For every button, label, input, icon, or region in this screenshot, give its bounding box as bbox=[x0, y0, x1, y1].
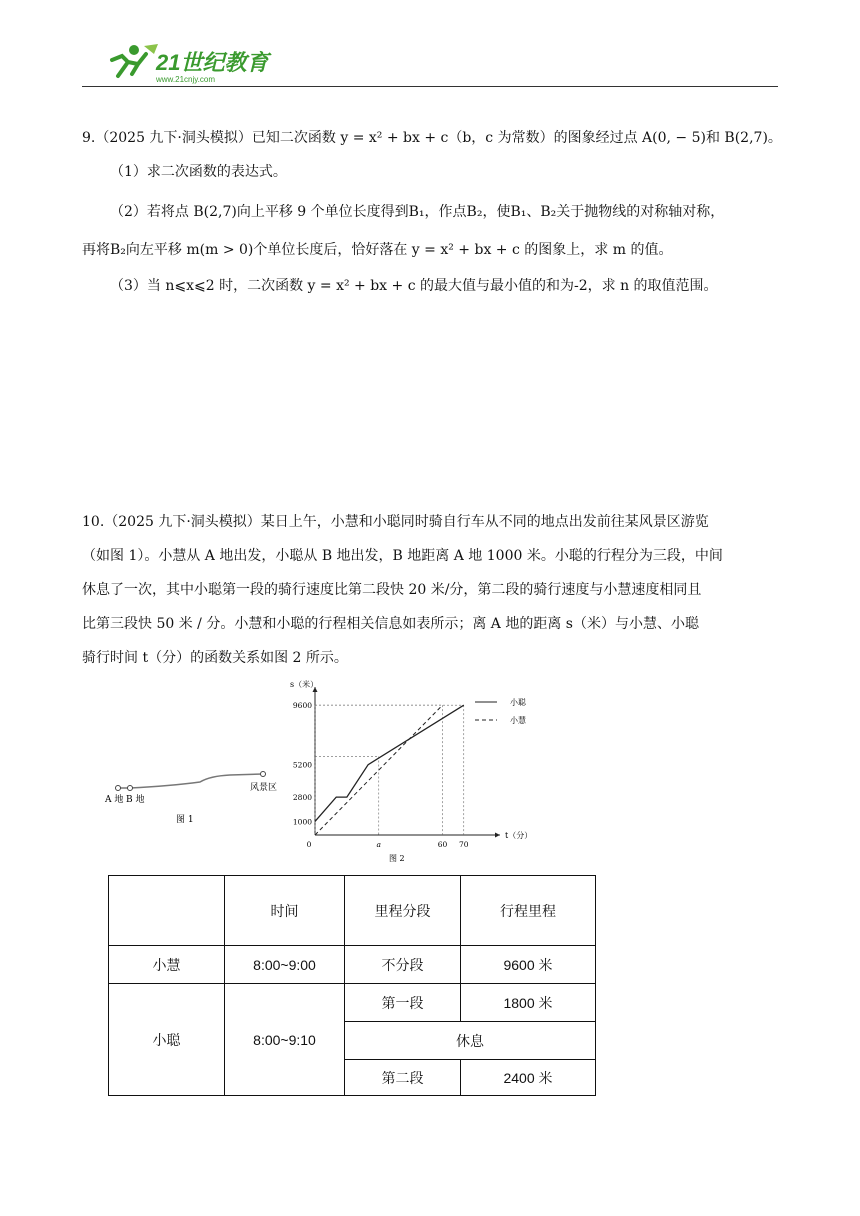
xiaohui-time: 8:00~9:00 bbox=[225, 946, 345, 984]
y-tick-5200: 5200 bbox=[292, 760, 312, 770]
legend-label-0: 小聪 bbox=[510, 698, 526, 707]
q10-line3: 休息了一次，其中小聪第一段的骑行速度比第二段快 20 米/分，第二段的骑行速度与小慧速度相同且 bbox=[82, 582, 702, 598]
label-a: A 地 bbox=[105, 795, 124, 805]
q10-line1: 10.（2025 九下·洞头模拟）某日上午，小慧和小聪同时骑自行车从不同的地点出发前往某风景区游览 bbox=[82, 514, 709, 530]
logo-url: www.21cnjy.com bbox=[156, 75, 215, 84]
label-b: B 地 bbox=[126, 795, 145, 805]
xiaohui-distance: 9600 米 bbox=[461, 946, 596, 984]
y-tick-9600: 9600 bbox=[292, 701, 312, 711]
header-divider bbox=[82, 86, 778, 87]
table-header-distance: 行程里程 bbox=[461, 876, 596, 946]
figure-2-chart bbox=[285, 675, 545, 865]
x-axis-arrow bbox=[495, 833, 500, 838]
xiaocong-time: 8:00~9:10 bbox=[225, 984, 345, 1096]
q10-line2: （如图 1）。小慧从 A 地出发，小聪从 B 地出发，B 地距离 A 地 1000 米。小聪的行程分为三段，中间 bbox=[82, 548, 723, 564]
q10-line4: 比第三段快 50 米 / 分。小慧和小聪的行程相关信息如表所示；离 A 地的距离 s（米）与小慧、小聪 bbox=[82, 616, 699, 632]
site-logo bbox=[104, 40, 284, 86]
q9-lead: 9.（2025 九下·洞头模拟）已知二次函数 y = x² + bx + c（b，c 为常数）的图象经过点 A(0, − 5)和 B(2,7)。 bbox=[82, 130, 782, 146]
series-xiaocong-line bbox=[315, 705, 464, 821]
point-dest bbox=[261, 772, 266, 777]
x-tick-0: 0 bbox=[306, 840, 312, 849]
x-axis-label: t（分） bbox=[505, 831, 533, 840]
figure-1-caption: 图 1 bbox=[176, 815, 194, 825]
figure-1-route bbox=[100, 760, 280, 830]
table-row-xiaohui bbox=[109, 946, 596, 984]
point-a bbox=[116, 786, 121, 791]
legend-label-1: 小慧 bbox=[510, 716, 526, 725]
table-header-segment: 里程分段 bbox=[345, 876, 461, 946]
y-tick-2800: 2800 bbox=[292, 793, 312, 803]
label-dest: 风景区 bbox=[250, 783, 278, 793]
q9-part2-line1: （2）若将点 B(2,7)向上平移 9 个单位长度得到B₁，作点B₂，使B₁、B₂关于抛物线的对称轴对称， bbox=[110, 204, 725, 220]
xiaocong-seg2: 第二段 bbox=[345, 1060, 461, 1096]
point-b bbox=[128, 786, 133, 791]
route-line bbox=[118, 774, 263, 788]
table-header-row bbox=[109, 876, 596, 946]
runner-icon bbox=[112, 44, 158, 76]
xiaocong-name: 小聪 bbox=[109, 984, 225, 1096]
logo-text: 21世纪教育 bbox=[156, 50, 269, 75]
x-tick-a: a bbox=[376, 840, 381, 849]
xiaocong-dist2: 2400 米 bbox=[461, 1060, 596, 1096]
xiaohui-segment: 不分段 bbox=[345, 946, 461, 984]
table-row-xiaocong-1 bbox=[109, 984, 596, 1022]
q9-part3: （3）当 n⩽x⩽2 时，二次函数 y = x² + bx + c 的最大值与最小值的和为-2，求 n 的取值范围。 bbox=[110, 278, 718, 294]
xiaocong-rest: 休息 bbox=[345, 1022, 596, 1060]
table-header-blank bbox=[109, 876, 225, 946]
y-tick-1000: 1000 bbox=[292, 817, 312, 827]
xiaohui-name: 小慧 bbox=[109, 946, 225, 984]
q10-line5: 骑行时间 t（分）的函数关系如图 2 所示。 bbox=[82, 650, 348, 666]
q9-part1: （1）求二次函数的表达式。 bbox=[110, 164, 287, 180]
xiaocong-dist1: 1800 米 bbox=[461, 984, 596, 1022]
xiaocong-seg1: 第一段 bbox=[345, 984, 461, 1022]
x-tick-60: 60 bbox=[437, 840, 448, 849]
x-tick-70: 70 bbox=[458, 840, 469, 849]
itinerary-table bbox=[108, 875, 596, 1096]
figure-2-caption: 图 2 bbox=[389, 854, 405, 863]
table-header-time: 时间 bbox=[225, 876, 345, 946]
y-axis-label: s（米） bbox=[290, 680, 319, 689]
q9-part2-line2: 再将B₂向左平移 m(m > 0)个单位长度后，恰好落在 y = x² + bx + c 的图象上，求 m 的值。 bbox=[82, 242, 673, 258]
